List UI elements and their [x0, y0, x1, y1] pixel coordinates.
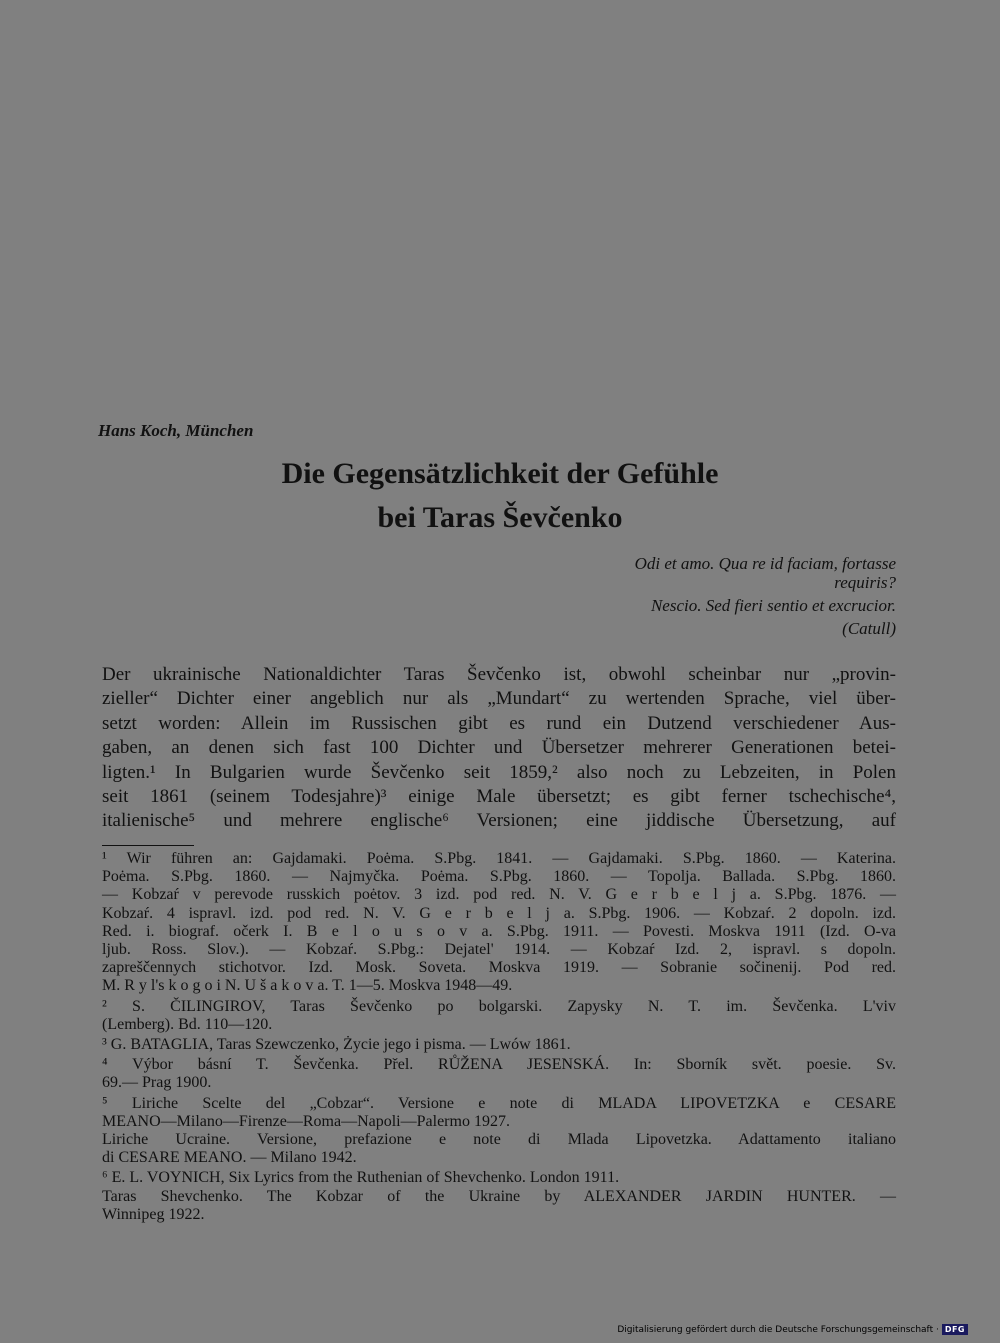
footnote-1: [102, 850, 896, 996]
credit-text: Digitalisierung gefördert durch die Deutsche Forschungsgemeinschaft ·: [617, 1324, 939, 1335]
epigraph-line-1: Odi et amo. Qua re id faciam, fortasse: [634, 554, 896, 573]
digitization-credit: [617, 1324, 968, 1335]
footnote-line: — Kobzaŕ v perevode russkich poėtov. 3 izd. pod red. N. V. G e r b e l j a. S.Pbg. 1876. —: [102, 886, 896, 904]
footnote-line: Winnipeg 1922.: [102, 1205, 205, 1223]
epigraph-line-3: Nescio. Sed fieri sentio et excrucior.: [650, 596, 896, 615]
body-line: setzt worden: Allein im Russischen gibt es rund ein Dutzend verschiedener Aus-: [102, 712, 896, 734]
epigraph-line-2: requiris?: [834, 573, 896, 592]
footnote-line: MEANO—Milano—Firenze—Roma—Napoli—Palermo 1927.: [102, 1112, 510, 1130]
footnote-line: (Lemberg). Bd. 110—120.: [102, 1015, 273, 1033]
footnote-line: ¹ Wir führen an: Gajdamaki. Poėma. S.Pbg. 1841. — Gajdamaki. S.Pbg. 1860. — Katerina.: [102, 850, 896, 867]
footnote-line: Red. i. biograf. očerk I. B e l o u s o v a. S.Pbg. 1911. — Povesti. Moskva 1911 (Izd. O-va: [102, 922, 896, 940]
body-paragraph: [102, 663, 896, 834]
body-line: zieller“ Dichter einer angeblich nur als „Mundart“ zu wertenden Sprache, viel über-: [102, 688, 896, 710]
body-line: gaben, an denen sich fast 100 Dichter und Übersetzer mehrerer Generationen betei-: [102, 737, 896, 759]
footnote-3: [102, 1036, 896, 1054]
footnote-6: [102, 1169, 896, 1224]
body-line: italienische⁵ und mehrere englische⁶ Versionen; eine jiddische Übersetzung, auf: [102, 810, 896, 832]
author-line: Hans Koch, München: [98, 421, 254, 440]
footnote-line: ⁴ Výbor básní T. Ševčenka. Přel. RŮŽENA JESENSKÁ. In: Sborník svět. poesie. Sv.: [102, 1056, 896, 1074]
footnote-line: ⁶ E. L. VOYNICH, Six Lyrics from the Ruthenian of Shevchenko. London 1911.: [102, 1169, 620, 1187]
body-line: ligten.¹ In Bulgarien wurde Ševčenko seit 1859,² also noch zu Lebzeiten, in Polen: [102, 761, 896, 783]
footnote-line: zapreščennych stichotvor. Izd. Mosk. Soveta. Moskva 1919. — Sobranie sočinenij. Pod red.: [102, 959, 896, 977]
body-line: seit 1861 (seinem Todesjahre)³ einige Male übersetzt; es gibt ferner tschechische⁴,: [102, 786, 896, 808]
footnote-line: Kobzaŕ. 4 ispravl. izd. pod red. N. V. G e r b e l j a. S.Pbg. 1906. — Kobzaŕ. 2 dopoln. izd.: [102, 904, 896, 922]
footnote-line: Taras Shevchenko. The Kobzar of the Ukraine by ALEXANDER JARDIN HUNTER. —: [102, 1187, 896, 1205]
epigraph: [520, 554, 896, 638]
footnote-line: di CESARE MEANO. — Milano 1942.: [102, 1149, 357, 1167]
article-title: [150, 452, 850, 540]
footnote-line: ljub. Ross. Slov.). — Kobzaŕ. S.Pbg.: Dejatel' 1914. — Kobzaŕ Izd. 2, ispravl. s dopoln.: [102, 941, 896, 959]
footnote-2: [102, 998, 896, 1034]
footnote-line: 69.— Prag 1900.: [102, 1074, 212, 1092]
footnote-line: Liriche Ucraine. Versione, prefazione e note di Mlada Lipovetzka. Adattamento italiano: [102, 1131, 896, 1149]
footnote-line: ³ G. BATAGLIA, Taras Szewczenko, Życie jego i pisma. — Lwów 1861.: [102, 1036, 571, 1054]
epigraph-attribution: (Catull): [842, 619, 896, 638]
footnote-separator: [102, 845, 194, 846]
dfg-logo: DFG: [942, 1324, 968, 1335]
footnote-line: ⁵ Liriche Scelte del „Cobzar“. Versione e note di MLADA LIPOVETZKA e CESARE: [102, 1094, 896, 1112]
footnote-line: M. R y l's k o g o i N. U š a k o v a. T. 1—5. Moskva 1948—49.: [102, 977, 513, 995]
title-line-1: Die Gegensätzlichkeit der Gefühle: [281, 457, 719, 490]
footnote-5: [102, 1095, 896, 1168]
footnote-4: [102, 1056, 896, 1092]
footnotes: [102, 850, 896, 1226]
footnote-line: Poėma. S.Pbg. 1860. — Najmyčka. Poėma. S.Pbg. 1860. — Topolja. Ballada. S.Pbg. 1860.: [102, 868, 896, 886]
footnote-line: ² S. ČILINGIROV, Taras Ševčenko po bolgarski. Zapysky N. T. im. Ševčenka. L'viv: [102, 997, 896, 1015]
title-line-2: bei Taras Ševčenko: [377, 501, 623, 534]
body-line: Der ukrainische Nationaldichter Taras Ševčenko ist, obwohl scheinbar nur „provin-: [102, 664, 896, 685]
